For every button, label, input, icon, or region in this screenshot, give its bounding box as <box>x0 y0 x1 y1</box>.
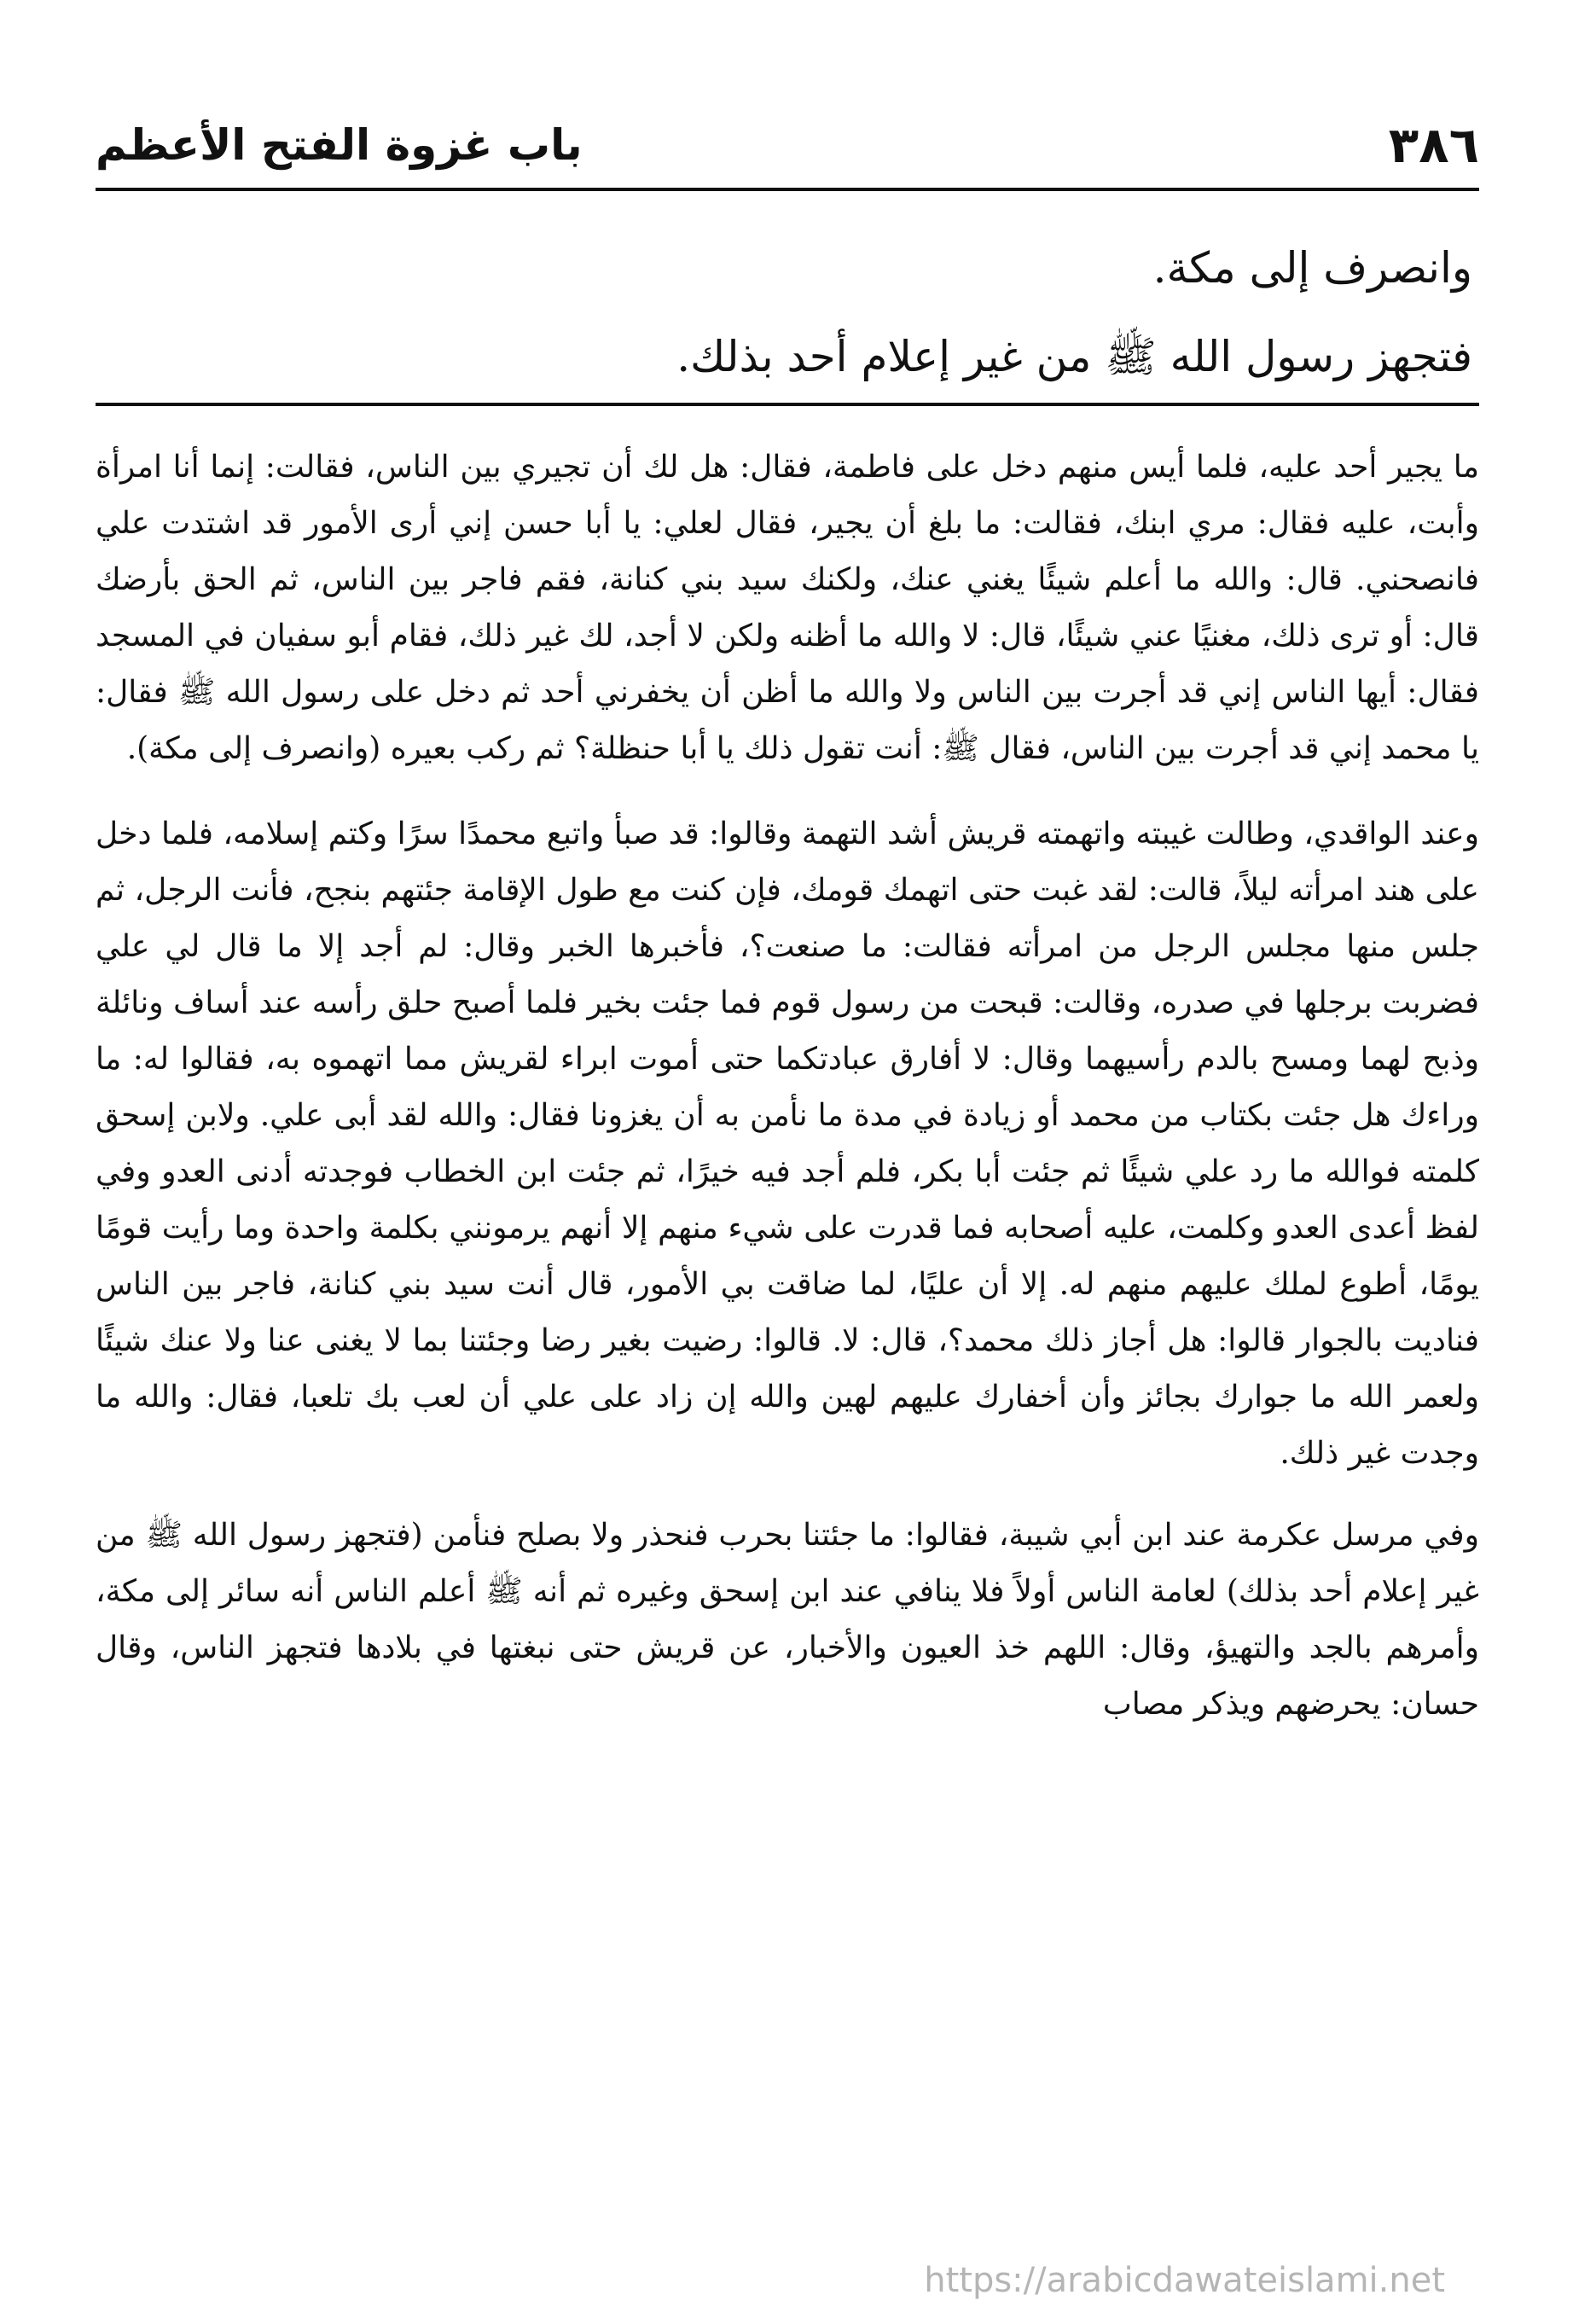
commentary-paragraph: وعند الواقدي، وطالت غيبته واتهمته قريش أشد التهمة وقالوا: قد صبأ واتبع محمدًا سرًا وكتم إسلامه، فلما دخل على هند امرأته ليلاً، قالت: لقد غبت حتى اتهمك قومك، فإن كنت مع طول الإقامة جئتهم بنجح، فأنت الرجل، ثم جلس منها مجلس الرجل من امرأته فقالت: ما صنعت؟، فأخبرها الخبر وقال: لم أجد إلا ما قال لي علي فضربت برجلها في صدره، وقالت: قبحت من رسول قوم فما جئت بخير فلما أصبح حلق رأسه عند أساف ونائلة وذبح لهما ومسح بالدم رأسيهما وقال: لا أفارق عبادتكما حتى أموت ابراء لقريش مما اتهموه به، فقالوا له: ما وراءك هل جئت بكتاب من محمد أو زيادة في مدة ما نأمن به أن يغزونا فقال: والله لقد أبى علي. ولابن إسحق كلمته فوالله ما رد علي شيئًا ثم جئت أبا بكر، فلم أجد فيه خيرًا، ثم جئت ابن الخطاب فوجدته أدنى العدو وفي لفظ أعدى العدو وكلمت، عليه أصحابه فما قدرت على شيء منهم إلا أنهم يرمونني بكلمة واحدة وما رأيت قومًا يومًا، أطوع لملك عليهم منهم له. إلا أن عليًا، لما ضاقت بي الأمور، قال أنت سيد بني كنانة، فاجر بين الناس فناديت بالجوار قالوا: هل أجاز ذلك محمد؟، قال: لا. قالوا: رضيت بغير رضا وجئتنا بما لا يغنى عنا ولا عنك شيئًا ولعمر الله ما جوارك بجائز وأن أخفارك عليهم لهين والله إن زاد على علي أن لعب بك تلعبا، فقال: والله ما وجدت غير ذلك. <box>96 816 1479 1471</box>
chapter-title: باب غزوة الفتح الأعظم <box>96 120 583 170</box>
watermark-url: https://arabicdawateislami.net <box>924 2261 1445 2300</box>
page-header <box>96 102 1479 188</box>
header-divider <box>96 188 1479 191</box>
page-number: ٣٨٦ <box>1388 116 1479 174</box>
main-text-divider <box>96 403 1479 406</box>
commentary <box>96 439 1479 1758</box>
commentary-paragraph: وفي مرسل عكرمة عند ابن أبي شيبة، فقالوا: ما جئتنا بحرب فنحذر ولا بصلح فنأمن (فتجهز رسول الله ﷺ من غير إعلام أحد بذلك) لعامة الناس أولاً فلا ينافي عند ابن إسحق وغيره ثم أنه ﷺ أعلم الناس أنه سائر إلى مكة، وأمرهم بالجد والتهيؤ، وقال: اللهم خذ العيون والأخبار، عن قريش حتى نبغتها في بلادها فتجهز الناس، وقال حسان: يحرضهم ويذكر مصاب <box>96 1518 1479 1722</box>
main-text-line: وانصرف إلى مكة. <box>1152 243 1472 293</box>
commentary-paragraph: ما يجير أحد عليه، فلما أيس منهم دخل على فاطمة، فقال: هل لك أن تجيري بين الناس، فقالت: إنما أنا امرأة وأبت، عليه فقال: مري ابنك، فقالت: ما بلغ أن يجير، فقال لعلي: يا أبا حسن إني أرى الأمور قد اشتدت علي فانصحني. قال: والله ما أعلم شيئًا يغني عنك، ولكنك سيد بني كنانة، فقم فاجر بين الناس، ثم الحق بأرضك قال: أو ترى ذلك، مغنيًا عني شيئًا، قال: لا والله ما أظنه ولكن لا أجد، لك غير ذلك، فقام أبو سفيان في المسجد فقال: أيها الناس إني قد أجرت بين الناس ولا والله ما أظن أن يخفرني أحد ثم دخل على رسول الله ﷺ فقال: يا محمد إني قد أجرت بين الناس، فقال ﷺ: أنت تقول ذلك يا أبا حنظلة؟ ثم ركب بعيره (وانصرف إلى مكة). <box>96 450 1479 766</box>
main-text <box>128 224 1472 401</box>
main-text-line: فتجهز رسول الله ﷺ من غير إعلام أحد بذلك. <box>676 332 1472 381</box>
